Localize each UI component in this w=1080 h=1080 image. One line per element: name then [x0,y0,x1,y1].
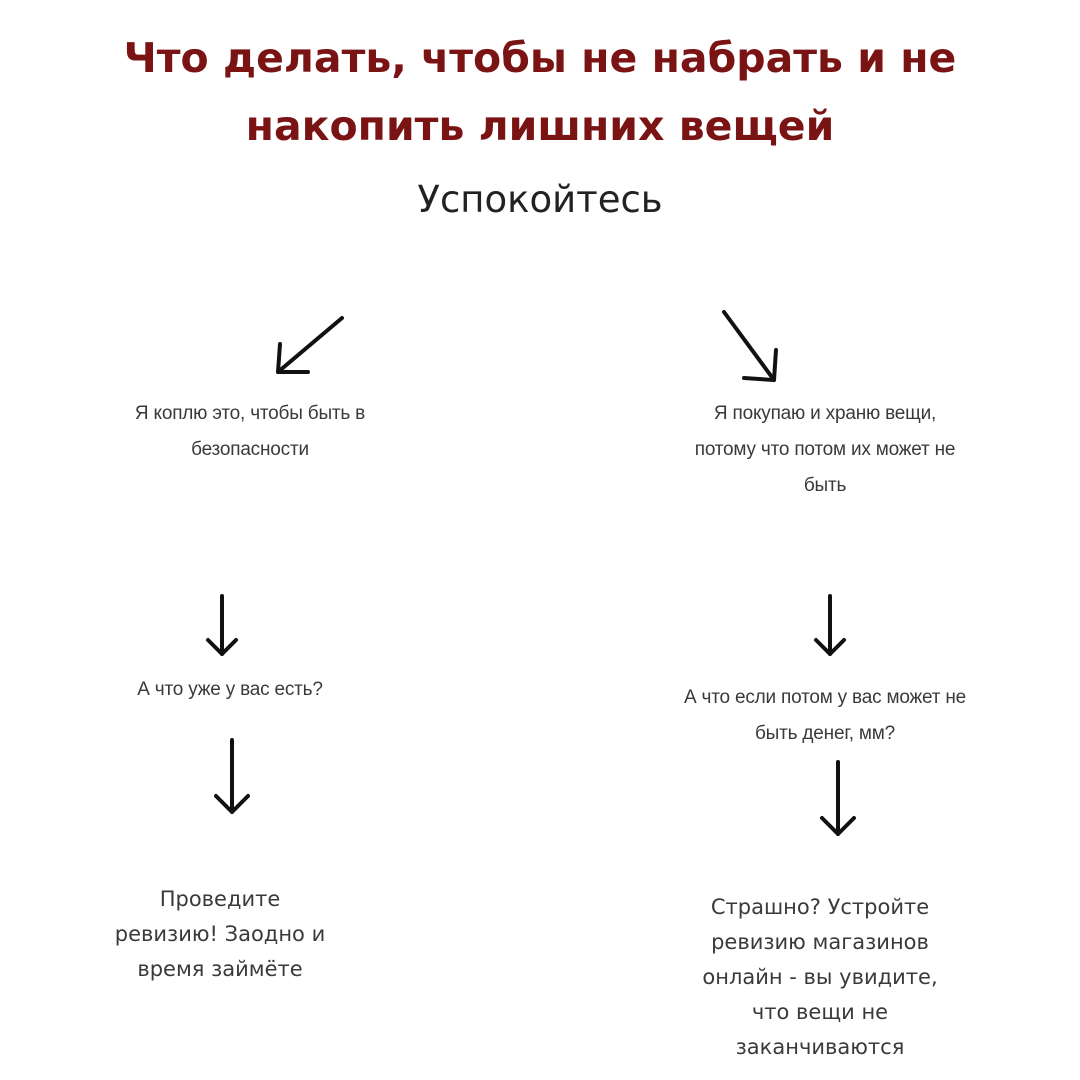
arrow-down-icon [808,592,852,664]
subtitle-calm-down: Успокойтесь [417,178,663,221]
right-step-2-text: А что если потом у вас может не быть денег, мм? [684,687,966,744]
left-step-1-text: Я коплю это, чтобы быть в безопасности [134,403,366,460]
title-line-2: накопить лишних вещей [245,102,835,150]
right-step-3-text: Страшно? Устройте ревизию магазинов онлайн - вы увидите, что вещи не заканчиваются [702,895,938,1059]
arrow-down-left-icon [270,310,350,380]
arrow-down-right-icon [718,308,788,388]
title-line-1: Что делать, чтобы не набрать и не [123,34,957,82]
arrow-down-icon [816,758,860,844]
left-step-2-text: А что уже у вас есть? [137,679,323,700]
arrow-down-icon [200,592,244,664]
right-step-1-text: Я покупаю и храню вещи, потому что потом их может не быть [694,403,956,496]
arrow-down-icon [210,736,254,822]
left-step-3-text: Проведите ревизию! Заодно и время займёте [114,887,326,981]
